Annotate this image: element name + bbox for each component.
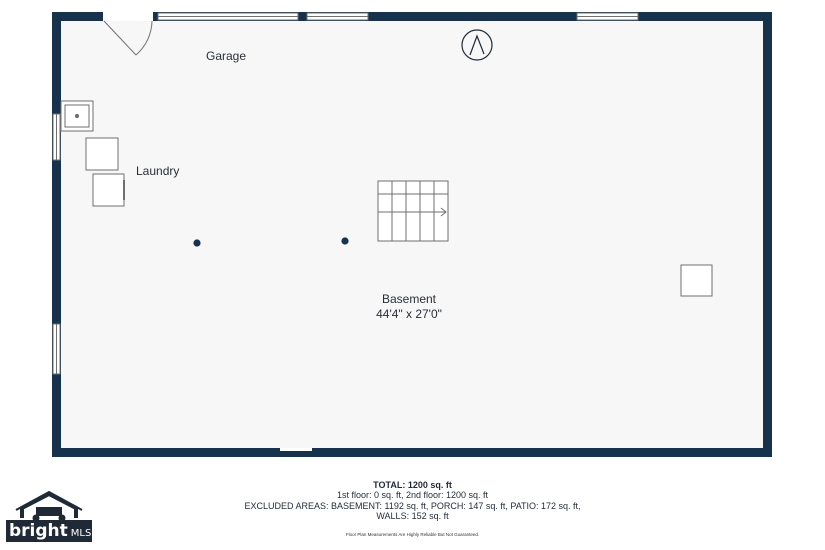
stairs-icon: [378, 181, 448, 241]
area-summary: [0, 480, 825, 522]
house-logo-icon: [6, 490, 92, 522]
room-label-basement: Basement: [381, 292, 437, 306]
sink-icon: [61, 101, 93, 131]
support-post-2: [341, 237, 348, 244]
bottom-wall-opening: [280, 448, 312, 451]
garage-door-opening: [103, 12, 153, 21]
disclaimer: Floor Plan Measurements Are Highly Reliable But Not Guaranteed.: [345, 532, 480, 537]
summary-excluded: EXCLUDED AREAS: BASEMENT: 1192 sq. ft, PORCH: 147 sq. ft, PATIO: 172 sq. ft,: [244, 500, 581, 511]
summary-total: TOTAL: 1200 sq. ft: [373, 480, 452, 490]
summary-walls: WALLS: 152 sq. ft: [376, 511, 449, 522]
room-label-garage: Garage: [206, 49, 247, 63]
summary-floors: 1st floor: 0 sq. ft, 2nd floor: 1200 sq. ft: [336, 490, 489, 501]
square-fixture: [681, 265, 712, 296]
support-post-1: [193, 239, 200, 246]
room-dimensions-basement: 44'4" x 27'0": [376, 307, 442, 321]
dryer-icon: [93, 174, 124, 206]
logo-wordmark: bright MLS: [6, 520, 92, 542]
room-label-laundry: Laundry: [136, 164, 180, 178]
bright-mls-logo: [6, 490, 92, 546]
washer-icon: [86, 138, 118, 170]
